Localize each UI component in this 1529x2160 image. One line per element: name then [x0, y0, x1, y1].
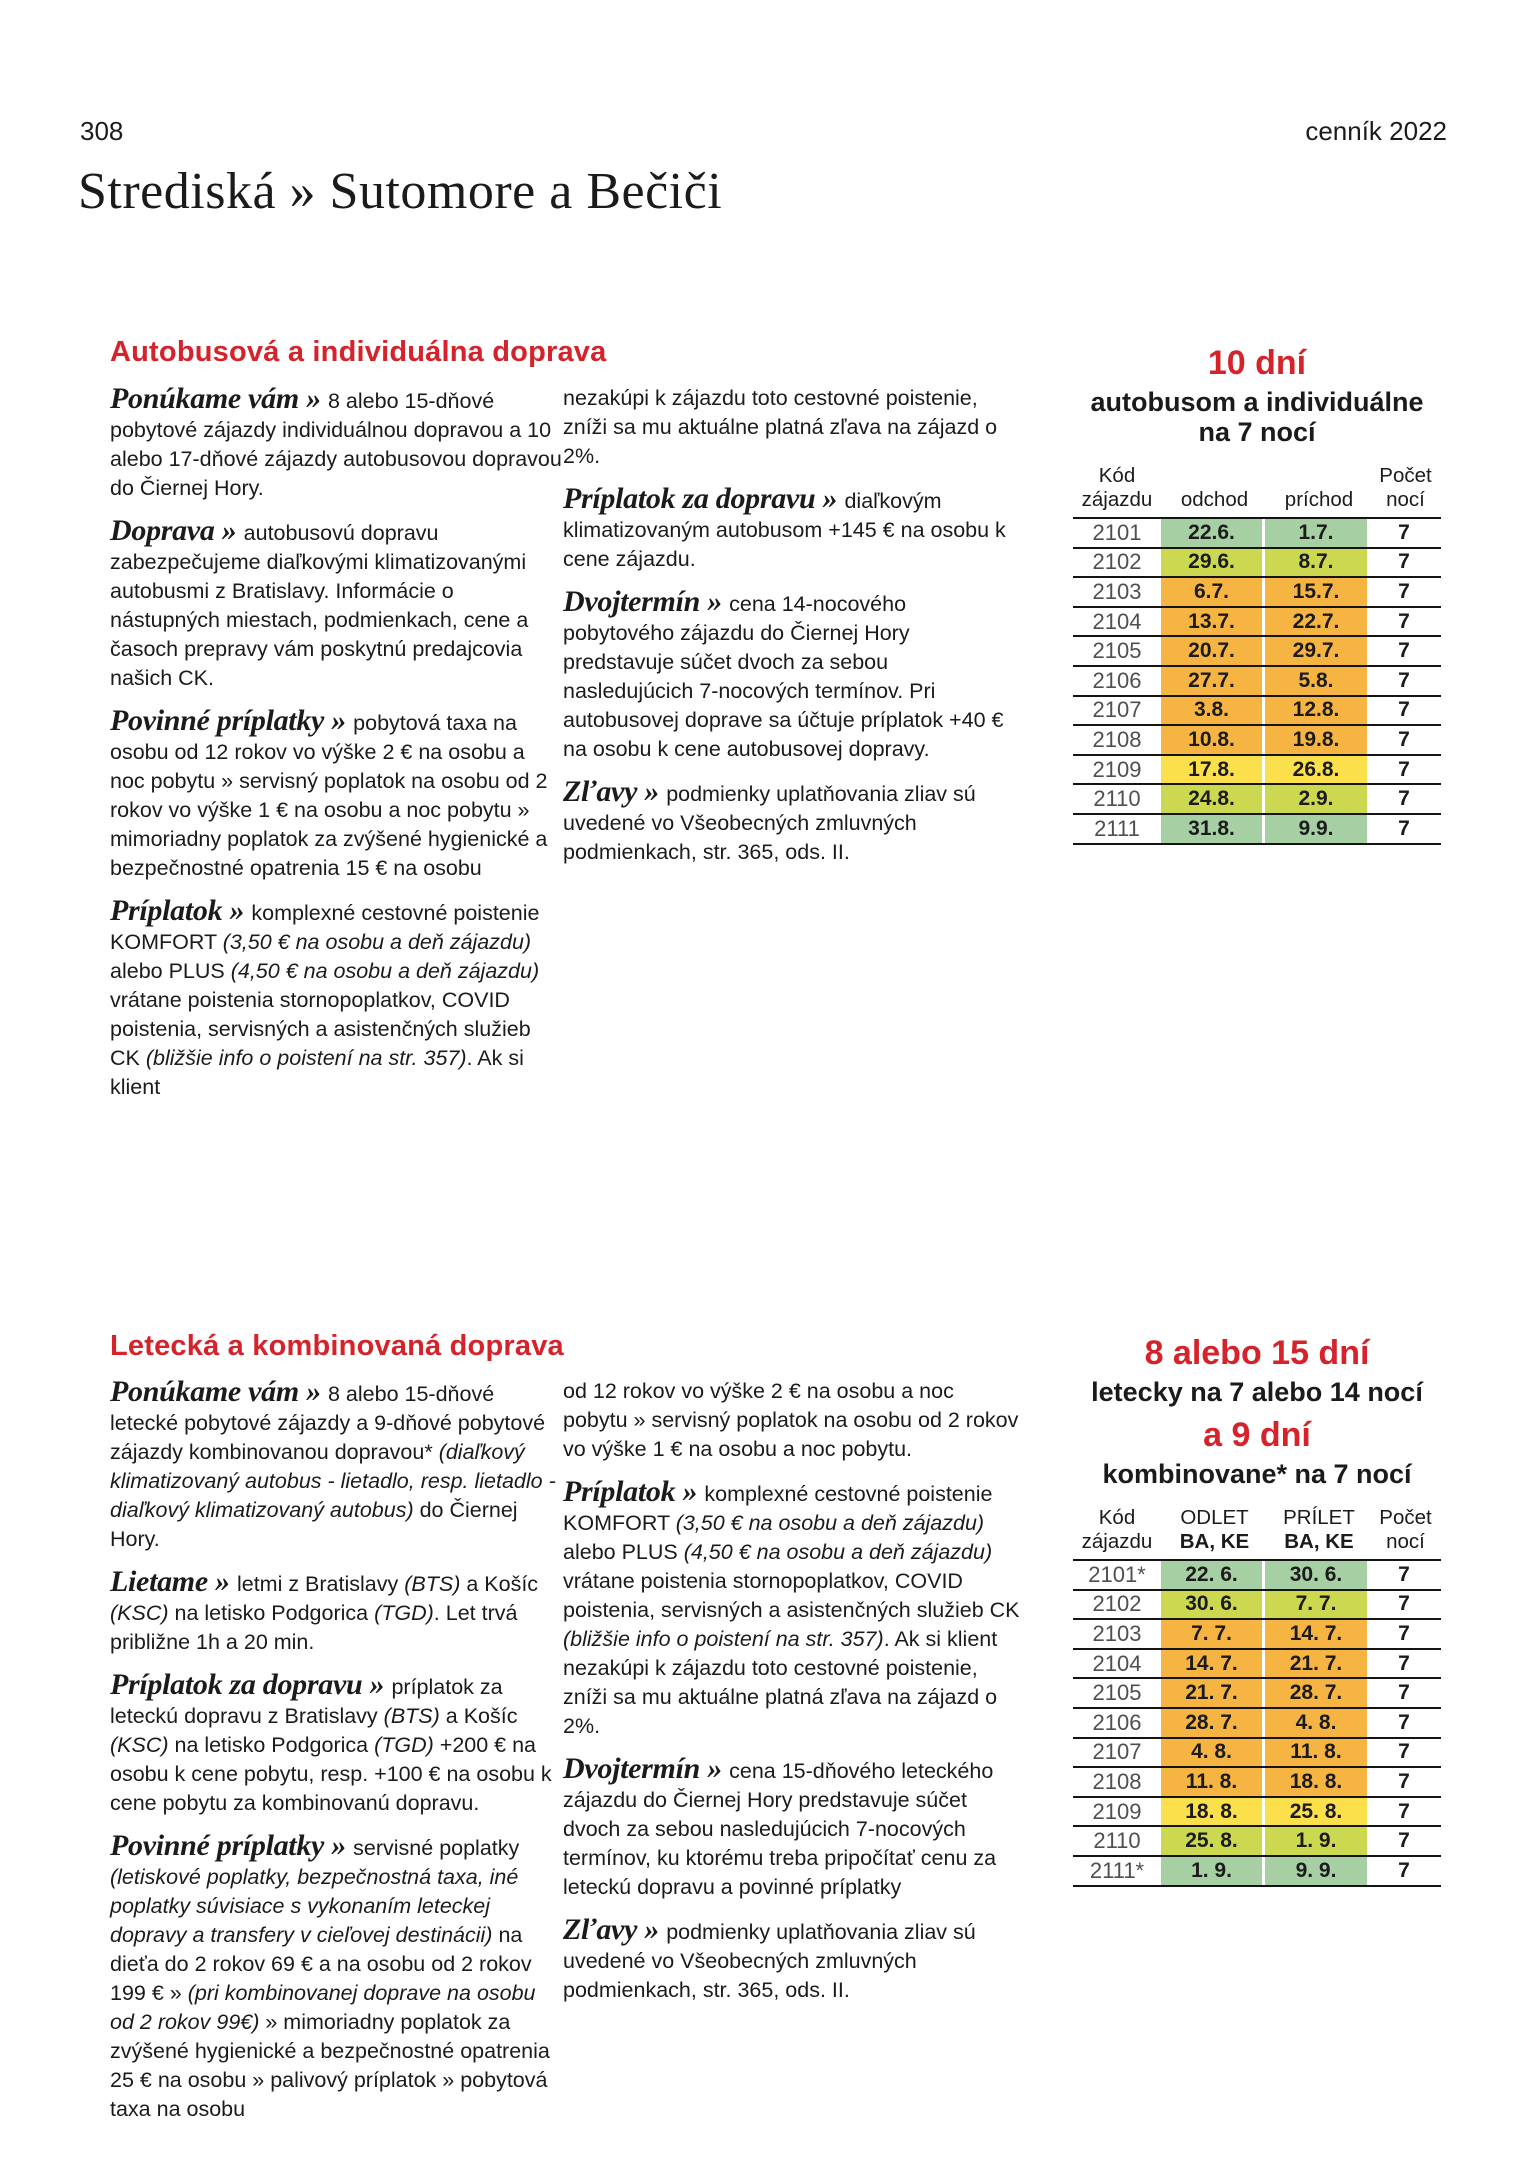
paragraph-text: » mimoriadny poplatok za zvýšené hygienické a bezpečnostné opatrenia 25 € na osobu » palivový príplatok » pobytová taxa na osobu	[110, 2010, 550, 2121]
paragraph-text: . Ak si klient nezakúpi k zájazdu toto cestovné poistenie, zníži sa mu aktuálne platná zľava na zájazd o 2%.	[563, 1627, 998, 1738]
table-cell-nights: 7	[1398, 550, 1410, 574]
paragraph-text: nezakúpi k zájazdu toto cestovné poistenie, zníži sa mu aktuálne platná zľava na zájazd o 2%.	[563, 386, 998, 468]
paragraph	[563, 1377, 1021, 1464]
table-cell-nights: 7	[1398, 1710, 1410, 1734]
paragraph-lead: Príplatok za dopravu »	[563, 482, 845, 515]
table-heading-line: autobusom a individuálne	[1090, 387, 1424, 417]
table-cell-arr: 2.9.	[1265, 785, 1367, 813]
table-cell-code: 2107	[1092, 697, 1142, 723]
table-row	[1073, 1591, 1441, 1621]
table-row	[1073, 637, 1441, 667]
table-cell-code: 2102	[1092, 1591, 1142, 1617]
table-row	[1073, 1561, 1441, 1591]
table-cell-nights: 7	[1398, 579, 1410, 603]
table-heading-line: kombinovane* na 7 nocí	[1102, 1459, 1412, 1489]
table-cell-code: 2101*	[1088, 1561, 1146, 1587]
table-cell-arr: 29.7.	[1265, 637, 1367, 665]
paragraph	[110, 384, 562, 503]
paragraph	[110, 1831, 562, 2124]
column-header-arrival: príchod	[1284, 488, 1354, 511]
table-body	[1073, 519, 1441, 845]
table-cell-dep: 11. 8.	[1161, 1768, 1265, 1796]
paragraph	[110, 706, 562, 883]
paragraph-text: (bližšie info o poistení na str. 357)	[563, 1627, 884, 1651]
table-cell-dep: 10.8.	[1161, 726, 1265, 754]
text-column	[563, 1377, 1021, 2018]
column-header-code: Kód zájazdu	[1081, 1506, 1153, 1553]
table-cell-code: 2105	[1092, 1680, 1142, 1706]
table-column-headers	[1073, 464, 1441, 519]
paragraph-lead: Zľavy »	[563, 1913, 667, 1946]
table-row	[1073, 756, 1441, 786]
paragraph-text: podmienky uplatňovania zliav sú uvedené vo Všeobecných zmluvných podmienkach, str. 365, ods. II.	[563, 782, 976, 864]
table-row	[1073, 1650, 1441, 1680]
table-cell-arr: 11. 8.	[1265, 1739, 1367, 1767]
table-cell-code: 2104	[1092, 608, 1142, 634]
paragraph-lead: Zľavy »	[563, 775, 667, 808]
table-cell-nights: 7	[1398, 1621, 1410, 1645]
paragraph-text: na letisko Podgorica	[168, 1733, 375, 1757]
paragraph-text: (bližšie info o poistení na str. 357)	[145, 1046, 467, 1070]
table-cell-arr: 7. 7.	[1265, 1591, 1367, 1619]
paragraph-text: alebo PLUS	[110, 959, 231, 983]
table-cell-arr: 4. 8.	[1265, 1709, 1367, 1737]
paragraph	[110, 1670, 562, 1818]
paragraph-lead: Dvojtermín »	[563, 1752, 730, 1785]
table-heading	[1073, 1334, 1441, 1489]
table-cell-nights: 7	[1398, 668, 1410, 692]
table-cell-arr: 18. 8.	[1265, 1768, 1367, 1796]
paragraph-text: príplatok za leteckú dopravu z Bratislavy	[110, 1675, 503, 1728]
table-cell-nights: 7	[1398, 1740, 1410, 1764]
table-cell-code: 2111*	[1089, 1857, 1145, 1883]
paragraph-text: letmi z Bratislavy	[236, 1572, 405, 1596]
table-cell-nights: 7	[1398, 520, 1410, 544]
paragraph	[563, 1915, 1021, 2005]
page-number: 308	[80, 116, 124, 146]
table-cell-nights: 7	[1398, 1651, 1410, 1675]
table-row	[1073, 1679, 1441, 1709]
paragraph-text: podmienky uplatňovania zliav sú uvedené vo Všeobecných zmluvných podmienkach, str. 365, ods. II.	[563, 1920, 976, 2002]
table-cell-nights: 7	[1398, 1592, 1410, 1616]
paragraph	[563, 1754, 1021, 1902]
table-cell-dep: 22.6.	[1161, 519, 1265, 547]
paragraph-text: na letisko Podgorica	[168, 1601, 375, 1625]
table-cell-code: 2101	[1092, 519, 1142, 545]
table-row	[1073, 667, 1441, 697]
table-cell-code: 2111	[1094, 815, 1140, 841]
paragraph-lead: Povinné príplatky »	[110, 704, 354, 737]
paragraph-text: od 12 rokov vo výške 2 € na osobu a noc pobytu » servisný poplatok na osobu od 2 rokov vo výške 1 € na osobu a noc pobytu.	[563, 1379, 1019, 1461]
paragraph-lead: Ponúkame vám »	[110, 382, 328, 415]
table-cell-dep: 13.7.	[1161, 608, 1265, 636]
table-cell-dep: 29.6.	[1161, 549, 1265, 577]
table-cell-arr: 21. 7.	[1265, 1650, 1367, 1678]
section-heading-bus: Autobusová a individuálna doprava	[110, 336, 607, 368]
table-cell-code: 2103	[1092, 1620, 1142, 1646]
table-cell-arr: 1. 9.	[1265, 1827, 1367, 1855]
paragraph-lead: Lietame »	[110, 1565, 237, 1598]
paragraph-text: (TGD)	[374, 1733, 434, 1757]
table-row	[1073, 1827, 1441, 1857]
paragraph-text: . Let trvá približne 1h a 20 min.	[110, 1601, 518, 1654]
table-cell-arr: 5.8.	[1265, 667, 1367, 695]
column-header-code: Kód zájazdu	[1081, 464, 1153, 511]
table-row	[1073, 1709, 1441, 1739]
paragraph-text: 8 alebo 15-dňové pobytové zájazdy individuálnou dopravou a 10 alebo 17-dňové zájazdy autobusovou dopravou do Čiernej Hory.	[110, 389, 562, 500]
paragraph-text: +200 € na osobu k cene pobytu, resp. +100 € na osobu k cene pobytu za kombinovanú dopravu.	[110, 1733, 552, 1815]
table-cell-nights: 7	[1398, 1799, 1410, 1823]
paragraph	[563, 777, 1021, 867]
paragraph	[110, 1567, 562, 1657]
table-cell-code: 2102	[1092, 549, 1142, 575]
table-row	[1073, 1739, 1441, 1769]
paragraph-text: (TGD)	[374, 1601, 434, 1625]
column-header-nights: Počet nocí	[1379, 464, 1432, 511]
table-cell-code: 2108	[1092, 726, 1142, 752]
paragraph-text: a Košíc	[439, 1704, 518, 1728]
paragraph-text: 8 alebo 15-dňové letecké pobytové zájazdy a 9-dňové pobytové zájazdy kombinovanou dopravou*	[110, 1382, 546, 1464]
table-cell-dep: 7. 7.	[1161, 1620, 1265, 1648]
table-cell-code: 2108	[1092, 1768, 1142, 1794]
table-cell-dep: 1. 9.	[1161, 1857, 1265, 1885]
paragraph	[563, 1477, 1021, 1741]
paragraph-text: alebo PLUS	[563, 1540, 684, 1564]
table-cell-nights: 7	[1398, 698, 1410, 722]
table-cell-dep: 20.7.	[1161, 637, 1265, 665]
table-cell-dep: 3.8.	[1161, 697, 1265, 725]
table-cell-dep: 17.8.	[1161, 756, 1265, 784]
paragraph	[110, 1377, 562, 1554]
paragraph-lead: Príplatok za dopravu »	[110, 1668, 392, 1701]
table-cell-code: 2109	[1092, 1798, 1142, 1824]
column-header-departure: odchod	[1180, 488, 1249, 511]
paragraph	[563, 484, 1021, 574]
table-cell-code: 2106	[1092, 1709, 1142, 1735]
table-cell-arr: 26.8.	[1265, 756, 1367, 784]
departure-table-air	[1073, 1334, 1441, 1887]
paragraph-text: diaľkovým klimatizovaným autobusom +145 € na osobu k cene zájazdu.	[563, 489, 1006, 571]
paragraph-lead: Príplatok »	[563, 1475, 705, 1508]
table-cell-nights: 7	[1398, 1681, 1410, 1705]
table-cell-dep: 4. 8.	[1161, 1739, 1265, 1767]
text-column	[110, 384, 562, 1115]
table-cell-arr: 14. 7.	[1265, 1620, 1367, 1648]
table-cell-code: 2107	[1092, 1739, 1142, 1765]
table-cell-nights: 7	[1398, 757, 1410, 781]
table-cell-nights: 7	[1398, 609, 1410, 633]
paragraph-text: (diaľkový klimatizovaný autobus - lietadlo, resp. lietadlo - diaľkový klimatizovaný autobus)	[110, 1440, 556, 1522]
table-cell-code: 2110	[1093, 1828, 1141, 1854]
table-cell-arr: 22.7.	[1265, 608, 1367, 636]
table-row	[1073, 697, 1441, 727]
table-row	[1073, 785, 1441, 815]
table-cell-dep: 31.8.	[1161, 815, 1265, 843]
column-header-nights: Počet nocí	[1379, 1506, 1432, 1553]
paragraph-text: (KSC)	[110, 1733, 169, 1757]
table-cell-dep: 22. 6.	[1161, 1561, 1265, 1589]
paragraph-text: . Ak si klient	[110, 1046, 524, 1099]
table-cell-code: 2105	[1092, 638, 1142, 664]
text-column	[563, 384, 1021, 880]
table-heading-line: 8 alebo 15 dní	[1144, 1334, 1370, 1372]
paragraph-text: vrátane poistenia stornopoplatkov, COVID poistenia, servisných a asistenčných služieb CK	[563, 1569, 1020, 1622]
table-row	[1073, 1798, 1441, 1828]
table-row	[1073, 1620, 1441, 1650]
table-cell-arr: 12.8.	[1265, 697, 1367, 725]
table-cell-nights: 7	[1398, 727, 1410, 751]
departure-table-bus	[1073, 344, 1441, 845]
table-cell-dep: 27.7.	[1161, 667, 1265, 695]
table-cell-nights: 7	[1398, 787, 1410, 811]
table-row	[1073, 726, 1441, 756]
column-header-arrival: PRÍLET BA, KE	[1283, 1506, 1355, 1553]
table-heading-line: letecky na 7 alebo 14 nocí	[1091, 1377, 1423, 1407]
table-cell-code: 2103	[1092, 578, 1142, 604]
table-cell-dep: 25. 8.	[1161, 1827, 1265, 1855]
table-cell-arr: 9.9.	[1265, 815, 1367, 843]
paragraph-text: (pri kombinovanej doprave na osobu od 2 rokov 99€)	[110, 1981, 536, 2034]
section-heading-air: Letecká a kombinovaná doprava	[110, 1330, 564, 1362]
table-row	[1073, 608, 1441, 638]
table-heading-line: 10 dní	[1207, 344, 1307, 382]
table-cell-arr: 19.8.	[1265, 726, 1367, 754]
table-cell-code: 2110	[1093, 786, 1141, 812]
table-row	[1073, 815, 1441, 845]
paragraph-text: (3,50 € na osobu a deň zájazdu)	[222, 930, 532, 954]
table-row	[1073, 1768, 1441, 1798]
text-column	[110, 1377, 562, 2137]
paragraph-text: (3,50 € na osobu a deň zájazdu)	[675, 1511, 985, 1535]
table-cell-nights: 7	[1398, 1562, 1410, 1586]
table-heading-line: na 7 nocí	[1198, 417, 1316, 447]
table-cell-nights: 7	[1398, 1769, 1410, 1793]
table-row	[1073, 549, 1441, 579]
paragraph-text: cena 15-dňového leteckého zájazdu do Čiernej Hory predstavuje súčet dvoch za sebou nasledujúcich 7-nocových termínov, ku ktorému treba pripočítať cenu za leteckú dopravu a povinné príplatky	[563, 1759, 997, 1899]
paragraph-lead: Dvojtermín »	[563, 585, 730, 618]
paragraph-lead: Príplatok »	[110, 894, 252, 927]
page-title: Strediská » Sutomore a Bečiči	[78, 163, 723, 220]
table-cell-dep: 6.7.	[1161, 578, 1265, 606]
table-cell-arr: 15.7.	[1265, 578, 1367, 606]
column-header-departure: ODLET BA, KE	[1179, 1506, 1250, 1553]
paragraph-text: (4,50 € na osobu a deň zájazdu)	[683, 1540, 993, 1564]
table-cell-dep: 28. 7.	[1161, 1709, 1265, 1737]
table-body	[1073, 1561, 1441, 1887]
table-cell-dep: 18. 8.	[1161, 1798, 1265, 1826]
paragraph	[110, 516, 562, 693]
paragraph-text: do Čiernej Hory.	[110, 1498, 518, 1551]
paragraph-text: (4,50 € na osobu a deň zájazdu)	[230, 959, 540, 983]
paragraph-text: (BTS)	[383, 1704, 440, 1728]
paragraph-text: a Košíc	[460, 1572, 539, 1596]
paragraph-text: autobusovú dopravu zabezpečujeme diaľkovými klimatizovanými autobusmi z Bratislavy. Informácie o nástupných miestach, podmienkach, cene a časoch prepravy vám poskytnú predajcovia našich CK.	[110, 521, 529, 690]
table-cell-arr: 9. 9.	[1265, 1857, 1367, 1885]
table-column-headers	[1073, 1506, 1441, 1561]
table-cell-arr: 30. 6.	[1265, 1561, 1367, 1589]
table-cell-code: 2109	[1092, 756, 1142, 782]
table-cell-arr: 8.7.	[1265, 549, 1367, 577]
table-cell-dep: 14. 7.	[1161, 1650, 1265, 1678]
paragraph-text: vrátane poistenia stornopoplatkov, COVID poistenia, servisných a asistenčných služieb CK	[110, 988, 531, 1070]
table-cell-arr: 1.7.	[1265, 519, 1367, 547]
edition-label: cenník 2022	[1305, 116, 1447, 146]
table-cell-dep: 30. 6.	[1161, 1591, 1265, 1619]
table-cell-nights: 7	[1398, 1858, 1410, 1882]
table-cell-nights: 7	[1398, 639, 1410, 663]
paragraph-lead: Ponúkame vám »	[110, 1375, 328, 1408]
paragraph-lead: Povinné príplatky »	[110, 1829, 354, 1862]
table-cell-code: 2106	[1092, 667, 1142, 693]
paragraph-text: na dieťa do 2 rokov 69 € a na osobu od 2 rokov 199 € »	[110, 1923, 532, 2005]
paragraph-text: (BTS)	[404, 1572, 461, 1596]
table-cell-arr: 28. 7.	[1265, 1679, 1367, 1707]
table-row	[1073, 578, 1441, 608]
paragraph-text: pobytová taxa na osobu od 12 rokov vo výške 2 € na osobu a noc pobytu » servisný poplatok na osobu od 2 rokov vo výške 1 € na osobu a noc pobytu » mimoriadny poplatok za zvýšené hygienické a bezpečnostné opatrenia 15 € na osobu	[110, 711, 548, 880]
paragraph-lead: Doprava »	[110, 514, 244, 547]
table-cell-dep: 21. 7.	[1161, 1679, 1265, 1707]
table-row	[1073, 1857, 1441, 1887]
table-row	[1073, 519, 1441, 549]
paragraph	[563, 587, 1021, 764]
paragraph-text: (KSC)	[110, 1601, 169, 1625]
paragraph-text: cena 14-nocového pobytového zájazdu do Čiernej Hory predstavuje súčet dvoch za sebou nasledujúcich 7-nocových termínov. Pri autobusovej doprave sa účtuje príplatok +40 € na osobu k cene autobusovej dopravy.	[563, 592, 1004, 761]
paragraph-text: (letiskové poplatky, bezpečnostná taxa, iné poplatky súvisiace s vykonaním leteckej dopravy a transfery v cieľovej destinácii)	[110, 1865, 519, 1947]
paragraph-text: servisné poplatky	[353, 1836, 520, 1860]
table-cell-code: 2104	[1092, 1650, 1142, 1676]
table-cell-nights: 7	[1398, 1829, 1410, 1853]
table-heading	[1073, 344, 1441, 447]
table-cell-dep: 24.8.	[1161, 785, 1265, 813]
paragraph-text: komplexné cestovné poistenie KOMFORT	[563, 1482, 993, 1535]
table-cell-arr: 25. 8.	[1265, 1798, 1367, 1826]
table-heading-line: a 9 dní	[1203, 1416, 1311, 1454]
paragraph	[563, 384, 1021, 471]
table-cell-nights: 7	[1398, 816, 1410, 840]
paragraph-text: komplexné cestovné poistenie KOMFORT	[110, 901, 540, 954]
paragraph	[110, 896, 562, 1102]
